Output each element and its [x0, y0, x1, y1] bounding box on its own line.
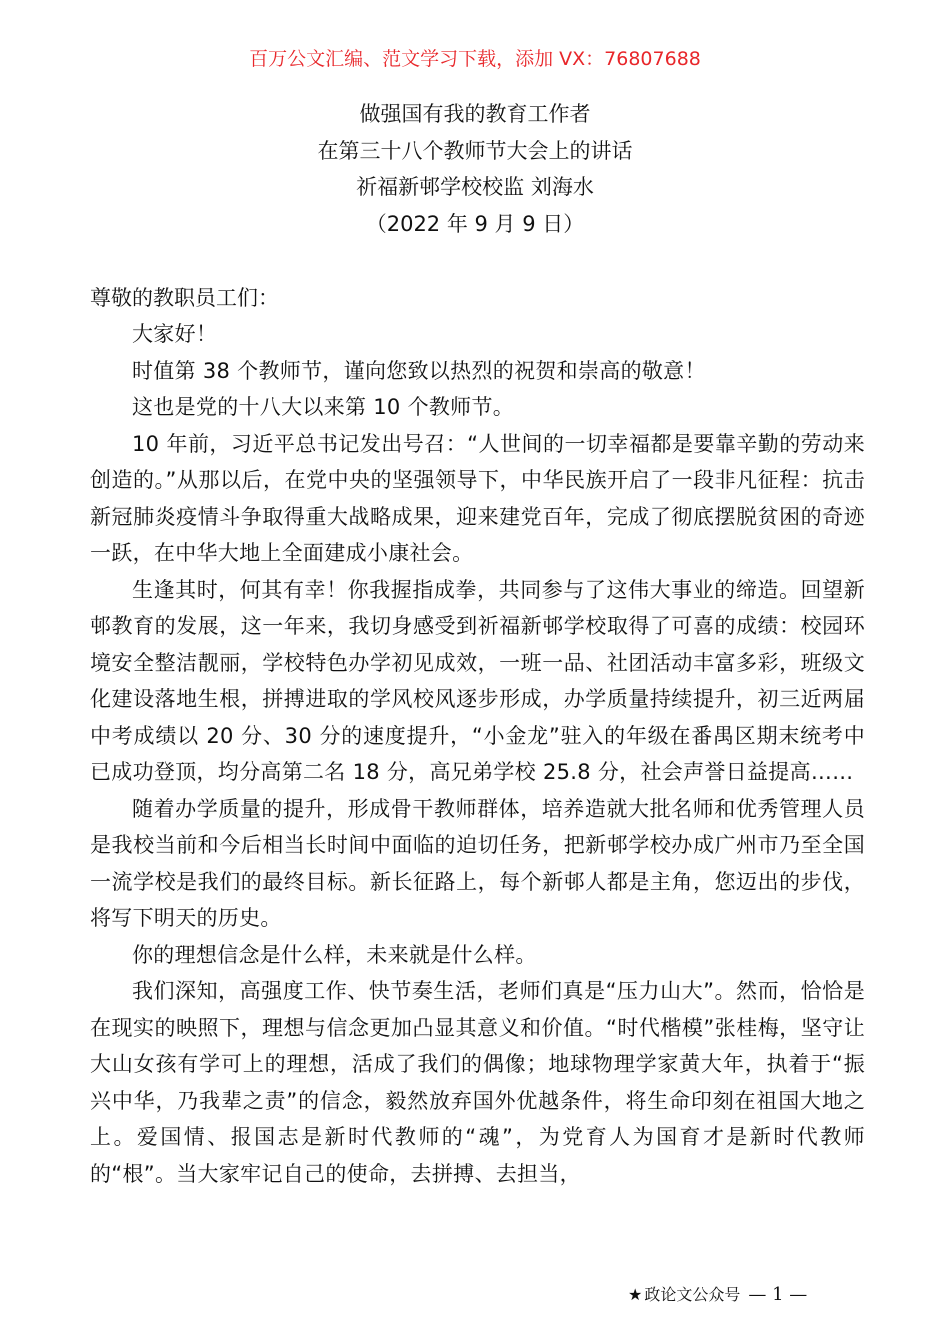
watermark-banner: 百万公文汇编、范文学习下载，添加 VX：76807688 [249, 48, 701, 70]
paragraph-goals: 随着办学质量的提升，形成骨干教师群体，培养造就大批名师和优秀管理人员是我校当前和今后相当长时间中面临的迫切任务，把新邨学校办成广州市乃至全国一流学校是我们的最终目标。新长征路上，每个新邨人都是主角，您迈出的步伐，将写下明天的历史。 [90, 796, 865, 930]
page-number: — 1 — [748, 1284, 808, 1305]
paragraph-achievements: 生逢其时，何其有幸！你我握指成拳，共同参与了这伟大事业的缔造。回望新邨教育的发展，这一年来，我切身感受到祈福新邨学校取得了可喜的成绩：校园环境安全整洁靓丽，学校特色办学初见成效，一班一品、社团活动丰富多彩，班级文化建设落地生根，拼搏进取的学风校风逐步形成，办学质量持续提升，初三近两届中考成绩以 20 分、30 分的速度提升，“小金龙”驻入的年级在番禺区期末统考中已成功登顶，均分高第二名 18 分，高兄弟学校 25.8 分，社会声誉日益提高…… [90, 577, 865, 784]
speech-title: 做强国有我的教育工作者 [359, 102, 591, 126]
paragraph-greeting: 大家好！ [132, 322, 218, 346]
speech-body [90, 316, 865, 1192]
paragraph-ideals: 你的理想信念是什么样，未来就是什么样。 [132, 942, 537, 967]
footer-source: 政论文公众号 [644, 1285, 741, 1304]
speech-title-block [0, 96, 950, 242]
salutation: 尊敬的教职员工们： [90, 286, 279, 310]
paragraph-ten-years: 10 年前，习近平总书记发出号召：“人世间的一切幸福都是要靠辛勤的劳动来创造的。”从那以后，在党中央的坚强领导下，中华民族开启了一段非凡征程：抗击新冠肺炎疫情斗争取得重大战略成果，迎来建党百年，完成了彻底摆脱贫困的奇迹一跃，在中华大地上全面建成小康社会。 [90, 431, 865, 565]
speech-subtitle: 在第三十八个教师节大会上的讲话 [317, 138, 633, 163]
paragraph-tenth: 这也是党的十八大以来第 10 个教师节。 [132, 395, 515, 419]
paragraph-role-models: 我们深知，高强度工作、快节奏生活，老师们真是“压力山大”。然而，恰恰是在现实的映照下，理想与信念更加凸显其意义和价值。“时代楷模”张桂梅，坚守让大山女孩有学可上的理想，活成了我们的偶像；地球物理学家黄大年，执着于“振兴中华，乃我辈之责”的信念，毅然放弃国外优越条件，将生命印刻在祖国大地之上。爱国情、报国志是新时代教师的“魂”，为党育人为国育才是新时代教师的“根”。当大家牢记自己的使命，去拼搏、去担当， [90, 979, 865, 1186]
paragraph-congrats: 时值第 38 个教师节，谨向您致以热烈的祝贺和崇高的敬意！ [132, 358, 706, 383]
speaker-line: 祈福新邨学校校监 刘海水 [356, 175, 594, 199]
speech-date: （2022 年 9 月 9 日） [365, 211, 585, 236]
page-footer [628, 1284, 807, 1306]
star-icon: ★ [628, 1285, 643, 1304]
